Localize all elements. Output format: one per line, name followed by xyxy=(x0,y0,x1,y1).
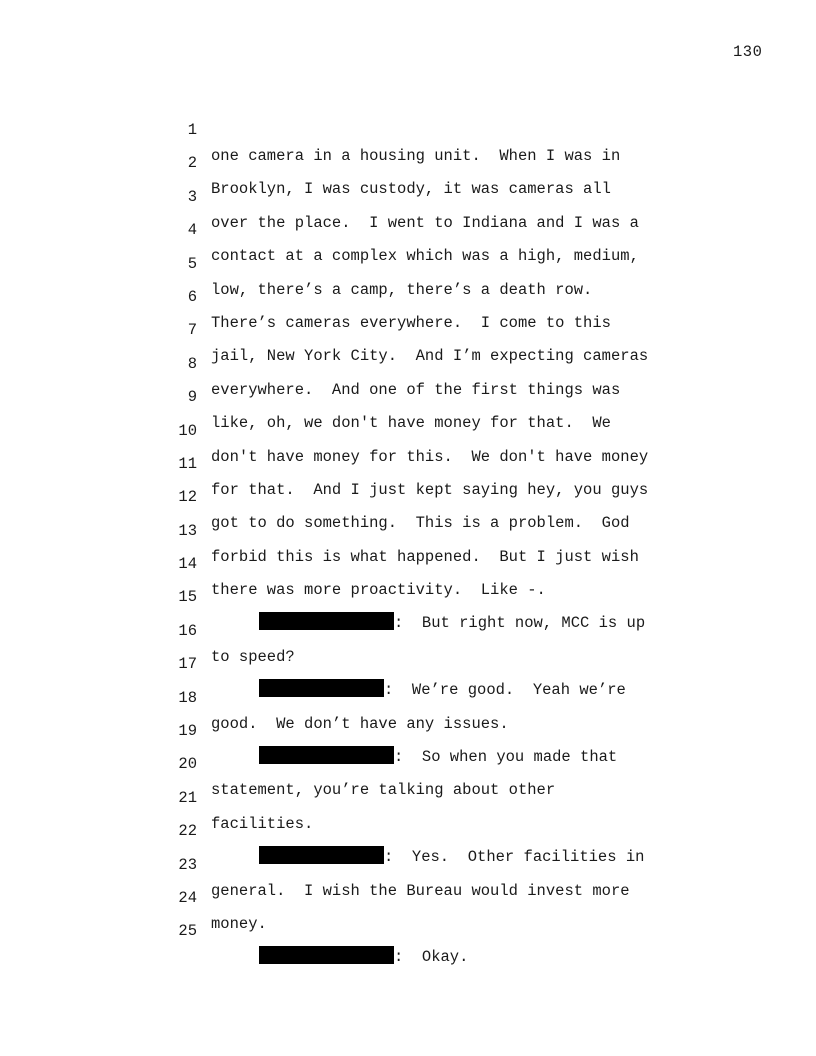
line-text: don't have money for this. We don't have money xyxy=(211,447,649,466)
line-number: 25 xyxy=(178,922,197,941)
line-number: 16 xyxy=(178,621,197,640)
line-text: for that. And I just kept saying hey, you guys xyxy=(211,480,649,499)
line-number: 20 xyxy=(178,755,197,774)
line-number: 22 xyxy=(178,822,197,841)
transcript-line xyxy=(176,191,696,266)
speaker-turn xyxy=(211,944,468,970)
line-text: : So when you made that xyxy=(394,748,618,767)
line-number: 7 xyxy=(187,321,197,340)
line-number: 8 xyxy=(187,354,197,373)
line-number: 23 xyxy=(178,855,197,874)
line-number: 17 xyxy=(178,655,197,674)
line-text: like, oh, we don't have money for that. We xyxy=(211,414,611,433)
line-text: there was more proactivity. Like -. xyxy=(211,581,546,600)
line-text: statement, you’re talking about other xyxy=(211,781,556,800)
line-number: 2 xyxy=(187,154,197,173)
transcript-line xyxy=(176,91,696,165)
line-number: 18 xyxy=(178,688,197,707)
line-number: 5 xyxy=(187,254,197,273)
line-number: 3 xyxy=(187,187,197,206)
line-text: : Okay. xyxy=(394,948,469,967)
line-number: 21 xyxy=(178,788,197,807)
line-number: 19 xyxy=(178,722,197,741)
line-text: jail, New York City. And I’m expecting cameras xyxy=(211,347,649,366)
line-number: 13 xyxy=(178,521,197,540)
line-number: 15 xyxy=(178,588,197,607)
line-text: : Yes. Other facilities in xyxy=(384,848,645,867)
line-text: got to do something. This is a problem. God xyxy=(211,514,630,533)
line-number: 4 xyxy=(187,221,197,240)
transcript-line xyxy=(176,124,696,199)
line-text: good. We don’t have any issues. xyxy=(211,714,509,733)
line-number: 9 xyxy=(187,388,197,407)
transcript-line xyxy=(176,325,696,399)
transcript-line xyxy=(176,291,696,366)
transcript-line xyxy=(176,892,696,967)
line-text: facilities. xyxy=(211,814,314,833)
line-number: 11 xyxy=(178,454,197,473)
line-number: 10 xyxy=(178,421,197,440)
redaction-box xyxy=(259,946,394,964)
transcript-body xyxy=(176,91,696,967)
line-text: There’s cameras everywhere. I come to this xyxy=(211,313,611,332)
line-text: over the place. I went to Indiana and I was a xyxy=(211,213,639,232)
line-text: : We’re good. Yeah we’re xyxy=(384,681,626,700)
transcript-line xyxy=(176,158,696,232)
line-text: forbid this is what happened. But I just wish xyxy=(211,547,639,566)
line-text: contact at a complex which was a high, medium, xyxy=(211,247,639,266)
page-number: 130 xyxy=(733,43,763,61)
line-number: 14 xyxy=(178,555,197,574)
line-text: to speed? xyxy=(211,647,295,666)
line-text: Brooklyn, I was custody, it was cameras all xyxy=(211,180,611,199)
line-number: 6 xyxy=(187,287,197,306)
line-number: 12 xyxy=(178,488,197,507)
line-text: everywhere. And one of the first things was xyxy=(211,380,621,399)
line-number: 24 xyxy=(178,888,197,907)
transcript-line xyxy=(176,225,696,299)
line-number: 1 xyxy=(187,121,197,139)
line-text: one camera in a housing unit. When I was in xyxy=(211,147,621,165)
line-text: : But right now, MCC is up xyxy=(394,614,646,633)
transcript-line xyxy=(176,258,696,332)
line-text: general. I wish the Bureau would invest more xyxy=(211,881,630,900)
line-text: low, there’s a camp, there’s a death row. xyxy=(211,280,593,299)
line-text: money. xyxy=(211,914,267,933)
